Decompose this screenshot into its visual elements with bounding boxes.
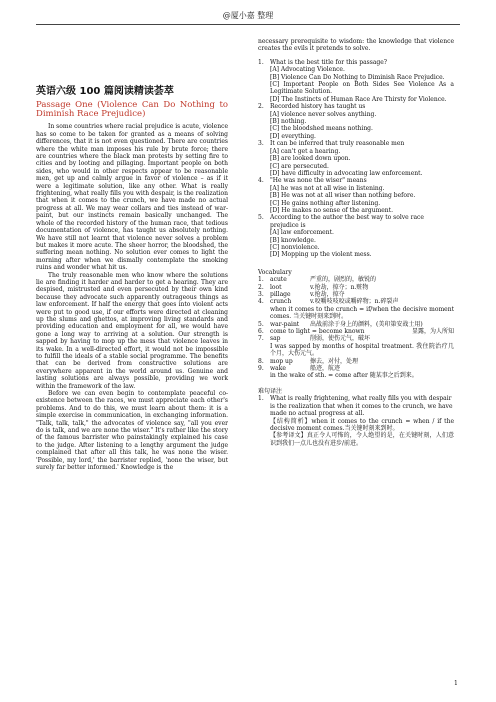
vocab-word: sap <box>270 335 281 343</box>
hard-sentences-heading: 难句译注 <box>258 387 283 395</box>
vocab-definition: 显露，为人所知 <box>411 328 454 336</box>
vocab-example: I was sapped by months of hospital treatment. 我住院治疗几个月，大伤元气。 <box>270 342 454 358</box>
vocab-number: 4. <box>258 298 264 306</box>
vocab-word: come to light = become known <box>270 328 365 336</box>
option: [B] nothing. <box>270 118 307 126</box>
option: [B] Violence Can Do Nothing to Diminish Race Prejudice. <box>270 73 445 81</box>
vocab-number: 5. <box>258 320 264 328</box>
left-column <box>36 88 228 472</box>
vocab-number: 9. <box>258 365 264 373</box>
option: [C] nonviolence. <box>270 243 320 251</box>
vocab-number: 7. <box>258 335 264 343</box>
option: [A] violence never solves anything. <box>270 110 377 118</box>
vocab-example: when it comes to the crunch = if/when the decisive moment comes. 当关键时刻来到时。 <box>270 305 454 321</box>
questions <box>258 59 454 259</box>
option: [A] can't get a hearing. <box>270 147 341 155</box>
question-number: 1. <box>258 58 264 66</box>
option: [C] are persecuted. <box>270 162 329 170</box>
vocab-word: acute <box>270 276 287 284</box>
option: [D] everything. <box>270 132 316 140</box>
vocab-definition: v.抢劫，掠夺 <box>310 291 345 298</box>
header-rule <box>36 24 460 25</box>
option: [D] The Instincts of Human Race Are Thirsty for Violence. <box>270 95 447 103</box>
question-stem: According to the author the best way to solve race prejudice is <box>270 214 424 229</box>
option: [C] He gains nothing after listening. <box>270 199 381 207</box>
vocabulary-list <box>258 276 454 380</box>
hard-sentence-number: 1. <box>258 395 264 403</box>
translation-note: 【参考译文】真正令人可怖的，令人绝望的是，在关键时刻，人们意识到我们一点儿也没有进步/前进。 <box>270 432 454 447</box>
question-stem: "He was none the wiser" means <box>270 177 367 185</box>
right-column <box>258 38 454 447</box>
question-2 <box>258 103 454 140</box>
question-number: 4. <box>258 177 264 185</box>
question-4 <box>258 177 454 214</box>
vocabulary-heading: Vocabulary <box>258 268 292 276</box>
question-stem: It can be inferred that truly reasonable men <box>270 140 405 148</box>
vocab-definition: 擦去，对付，处理 <box>310 357 359 365</box>
hard-sentence <box>258 395 454 417</box>
option: [C] the bloodshed means nothing. <box>270 125 373 133</box>
vocab-definition: v.抢劫，掠夺；n.赃物 <box>310 283 369 291</box>
vocab-item <box>258 335 454 342</box>
vocab-word: loot <box>270 283 282 291</box>
question-number: 5. <box>258 214 264 222</box>
vocab-definition: v.咬嚼吱吱咬或嚼碎物；n.碎裂声 <box>310 298 399 306</box>
paragraph-2: The truly reasonable men who know where the solutions lie are finding it harder and harder to get a hearing. They are despised, mistrusted and even persecuted by their own kind because they advocate such apparently outrageous things as law enforcement. If half the energy that goes into violent acts were put to good use, if our efforts were directed at cleaning up the slums and ghettos, at improving living standards and providing education and employment for all, we would have gone a long way to arriving at a solution. Our strength is sapped by having to mop up the mess that violence leaves in its wake. In a well-directed effort, it would not be impossible to fulfill the ideals of a stable social programme. The benefits that can be derived from constructive solutions are everywhere apparent in the world around us. Genuine and lasting solutions are always possible, providing we work within the framework of the law. <box>36 271 228 390</box>
paragraph-1: In some countries where racial prejudice is acute, violence has so come to be taken for granted as a means of solving differences, that it is not even questioned. There are countries where the white man imposes his rule by brute force; there are countries where the black man protests by setting fire to cities and by looting and pillaging. Important people on both sides, who would in other respects appear to be reasonable men, get up and calmly argue in favor of violence – as if it were a legitimate solution, like any other. What is really frightening, what really fills you with despair, is the realization that when it comes to the crunch, we have made no actual progress at all. We may wear collars and ties instead of war-paint, but our instincts remain basically unchanged. The whole of the recorded history of the human race, that tedious documentation of violence, has taught us absolutely nothing. We have still not learnt that violence never solves a problem but makes it more acute. The sheer horror, the bloodshed, the suffering mean nothing. No solution ever comes to light the morning after when we dismally contemplate the smoking ruins and wonder what hit us. <box>36 123 228 272</box>
vocab-word: pillage <box>270 291 291 298</box>
vocab-item <box>258 284 454 291</box>
option: [A] he was not at all wise in listening. <box>270 184 385 192</box>
paragraph-3: Before we can even begin to contemplate peaceful co-existence between the races, we must appreciate each other's problems. And to do this, we must learn about them: it is a simple exercise in communication, in exchanging information. "Talk, talk, talk," the advocates of violence say, "all you ever do is talk, and we are none the wiser." It's rather like the story of the famous barrister who painstakingly explained his case to the judge. After listening to a lengthy argument the judge complained that after all this talk, he was none the wiser. 'Possible, my lord,' the barrister replied, 'none the wiser, but surely far better informed.' Knowledge is the <box>36 390 228 472</box>
vocab-item <box>258 276 454 283</box>
option: [B] knowledge. <box>270 236 316 244</box>
document-title: 英语六级 100 篇阅读精读荟萃 <box>36 86 174 97</box>
option: [A] law enforcement. <box>270 229 334 237</box>
option: [C] Important People on Both Sides See Violence As a Legitimate Solution. <box>270 81 454 96</box>
vocab-word: war-paint <box>270 320 300 328</box>
question-1 <box>258 59 454 103</box>
vocab-example: in the wake of sth. = come after 随某事之后到来。 <box>270 372 418 380</box>
vocab-number: 3. <box>258 291 264 298</box>
option: [B] He was not at all wiser than nothing before. <box>270 192 416 200</box>
option: [D] He makes no sense of the argument. <box>270 206 393 214</box>
paragraph-continuation: necessary prerequisite to wisdom: the knowledge that violence creates the evils it pretends to solve. <box>258 38 454 53</box>
question-stem: Recorded history has taught us <box>270 103 366 111</box>
vocab-item <box>258 358 454 365</box>
question-5 <box>258 214 454 258</box>
vocab-definition: 严重的，剧烈的，敏锐的 <box>310 276 377 284</box>
page-number: 1 <box>454 680 458 687</box>
option: [D] Mopping up the violent mess. <box>270 251 372 259</box>
vocab-word: crunch <box>270 298 292 306</box>
vocab-definition: 削弱，使伤元气，破坏 <box>310 335 371 343</box>
vocab-item <box>258 321 454 328</box>
vocab-word: wake <box>270 365 286 373</box>
option: [D] have difficulty in advocating law enforcement. <box>270 169 423 177</box>
vocab-item <box>258 298 454 305</box>
question-3 <box>258 140 454 177</box>
vocab-definition: 出战前涂于身上的颜料，(美印第安战士用) <box>310 320 423 328</box>
hard-sentence-text: What is really frightening, what really fills you with despair is the realization that when it comes to the crunch, we have made no actual progress at all. <box>270 395 453 418</box>
option: [A] Advocating Violence. <box>270 66 345 74</box>
question-stem: What is the best title for this passage? <box>270 58 388 66</box>
vocab-number: 6. <box>258 328 264 336</box>
passage-title: Passage One (Violence Can Do Nothing to Diminish Race Prejudice) <box>36 100 228 120</box>
structure-note: 【结构简析】when it comes to the crunch = when / if the decisive moment comes.当关键时刻来到时。 <box>270 417 454 432</box>
vocab-number: 1. <box>258 276 264 284</box>
question-number: 3. <box>258 140 264 148</box>
question-number: 2. <box>258 103 264 111</box>
page-header: @厦小嘉 整理 <box>222 11 274 20</box>
vocab-number: 2. <box>258 283 264 291</box>
option: [B] are looked down upon. <box>270 155 351 163</box>
vocab-number: 8. <box>258 357 264 365</box>
vocab-definition: 船迹，航迹 <box>310 365 341 373</box>
vocab-word: mop up <box>270 357 293 365</box>
